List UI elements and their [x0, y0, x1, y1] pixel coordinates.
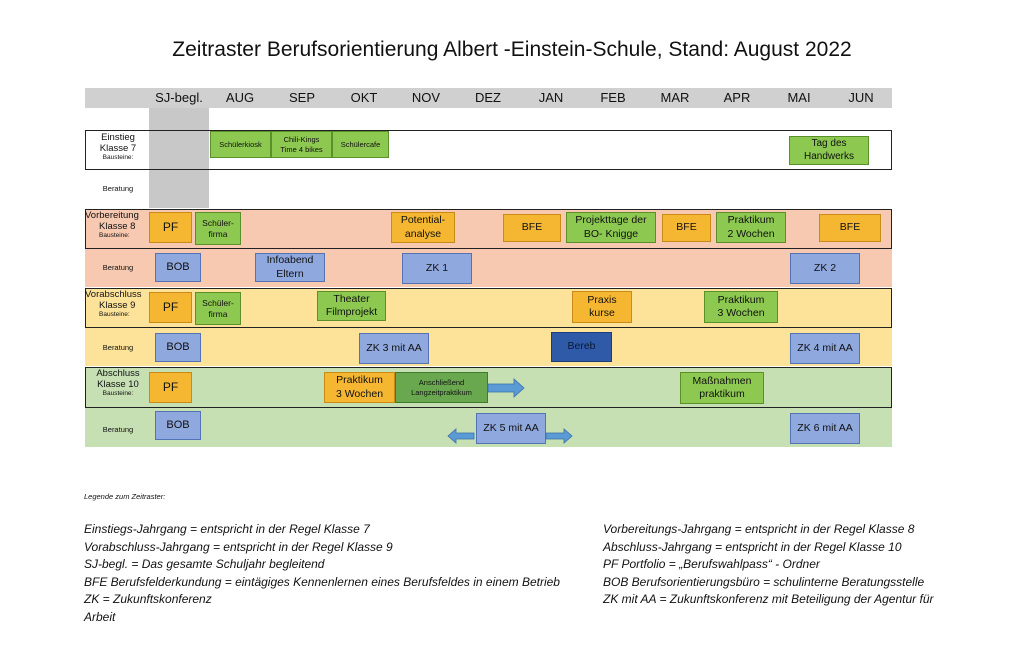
box-label: Schülerkiosk: [219, 139, 262, 149]
arrow-left-icon: [448, 429, 476, 443]
row-label-class: Klasse 9: [99, 299, 136, 311]
legend-item: Einstiegs-Jahrgang = entspricht in der Regel Klasse 7: [84, 522, 370, 536]
month-label: JAN: [538, 90, 564, 105]
legend-item: PF Portfolio = „Berufswahlpass“ - Ordner: [603, 557, 820, 571]
praktikum-2-wochen-box: [716, 212, 786, 243]
legend-item: SJ-begl. = Das gesamte Schuljahr begleitend: [84, 557, 325, 571]
box-label: Anschließend: [418, 378, 465, 388]
legend-right: [603, 521, 934, 609]
sj-cell-einstieg: [149, 131, 209, 169]
box-label: firma: [208, 228, 228, 239]
row-label-class: Klasse 10: [97, 378, 139, 390]
row-label-bausteine: Bausteine:: [102, 154, 134, 162]
legend-item: ZK mit AA = Zukunftskonferenz mit Beteiligung der Agentur für: [603, 592, 934, 606]
schuelerfirma-box-klasse9: [195, 292, 241, 325]
box-label: Schüler-: [202, 217, 234, 228]
praxiskurse-box: [572, 291, 632, 323]
row-label-einstieg: [86, 133, 150, 162]
box-label: ZK 4 mit AA: [797, 341, 853, 354]
zk2-box: [790, 253, 860, 284]
projekttage-box: [566, 212, 656, 243]
row-label-title: Vorabschluss: [85, 289, 142, 300]
legend-item: Arbeit: [84, 609, 116, 624]
zk4-box: [790, 333, 860, 364]
box-label: BOB: [166, 260, 190, 273]
bob-box-klasse9: [155, 333, 201, 362]
box-label: Infoabend: [266, 254, 314, 267]
box-label: Bereb: [567, 340, 596, 353]
bfe-box-3: [819, 214, 881, 242]
box-label: ZK 6 mit AA: [797, 421, 853, 434]
box-label: ZK 1: [425, 261, 449, 274]
box-label: 2 Wochen: [727, 227, 775, 240]
bfe-box-1: [503, 214, 561, 242]
box-label: praktikum: [699, 388, 745, 400]
zk1-box: [402, 253, 472, 284]
praktikum-3-wochen-box-klasse9: [704, 291, 778, 323]
pf-box-klasse10: [149, 372, 192, 403]
bob-box-klasse8: [155, 253, 201, 282]
schuelerkiosk-box: [210, 131, 271, 158]
bereb-box: [551, 332, 612, 362]
arrow-right-icon: [546, 429, 574, 443]
box-label: Tag des: [811, 138, 847, 149]
legend-item: Abschluss-Jahrgang = entspricht in der Regel Klasse 10: [603, 539, 902, 554]
arrow-right-icon: [488, 379, 526, 397]
chili-kings-box: [271, 131, 332, 158]
box-label: Theater: [333, 292, 370, 305]
row-label-bausteine: Bausteine:: [99, 311, 130, 319]
box-label: 3 Wochen: [717, 307, 765, 319]
bfe-box-2: [662, 214, 711, 242]
row-label-abschluss: [86, 369, 150, 398]
box-label: PF: [162, 220, 179, 234]
legend-item: Vorabschluss-Jahrgang = entspricht in der Regel Klasse 9: [84, 539, 393, 554]
row-label-bausteine: Bausteine:: [99, 232, 130, 240]
box-label: BO- Knigge: [583, 227, 639, 240]
box-label: Eltern: [276, 267, 304, 280]
row-label-title: Einstieg: [101, 132, 135, 143]
zk5-box: [476, 413, 546, 444]
langzeitpraktikum-box: [395, 372, 488, 403]
pf-box-klasse8: [149, 212, 192, 243]
row-label-bausteine: Bausteine:: [102, 390, 134, 398]
schuelercafe-box: [332, 131, 389, 158]
box-label: Praktikum: [336, 374, 383, 387]
box-label: Filmprojekt: [325, 306, 378, 318]
row-vorabschluss-beratung: [85, 328, 892, 366]
massnahmen-praktikum-box: [680, 372, 764, 404]
box-label: Praktikum: [727, 214, 775, 227]
row-label-beratung-vorbereitung: Beratung: [102, 263, 134, 272]
box-label: firma: [208, 308, 228, 319]
month-label: AUG: [225, 90, 255, 105]
page-title: Zeitraster Berufsorientierung Albert -Einstein-Schule, Stand: August 2022: [172, 38, 852, 61]
box-label: Projekttage der: [575, 214, 647, 227]
bob-box-klasse10: [155, 411, 201, 440]
schuelerfirma-box-klasse8: [195, 212, 241, 245]
legend-heading: Legende zum Zeitraster:: [84, 492, 166, 501]
box-label: Time 4 bikes: [280, 144, 323, 154]
pf-box-klasse9: [149, 292, 192, 323]
row-vorbereitung-beratung: [85, 249, 892, 287]
box-label: kurse: [589, 307, 615, 319]
month-label: MAR: [660, 90, 690, 105]
month-label: FEB: [600, 90, 626, 105]
row-label-vorbereitung: [85, 211, 151, 240]
box-label: ZK 3 mit AA: [366, 341, 422, 354]
zk6-box: [790, 413, 860, 444]
box-label: Schülercafe: [340, 139, 381, 149]
month-label: NOV: [411, 90, 441, 105]
legend-item: BFE Berufsfelderkundung = eintägiges Kennenlernen eines Berufsfeldes in einem Betrieb: [84, 574, 560, 589]
box-label: Schüler-: [202, 297, 234, 308]
infoabend-eltern-box: [255, 253, 325, 282]
box-label: Handwerks: [803, 150, 855, 162]
box-label: Langzeitpraktikum: [411, 387, 472, 397]
theater-filmprojekt-box: [317, 291, 386, 321]
row-label-beratung-abschluss: Beratung: [102, 425, 134, 434]
row-label-class: Klasse 7: [99, 142, 137, 154]
month-label: JUN: [848, 90, 874, 105]
box-label: ZK 5 mit AA: [483, 421, 539, 434]
box-label: PF: [162, 300, 179, 314]
box-label: BFE: [676, 221, 697, 234]
legend-item: Vorbereitungs-Jahrgang = entspricht in der Regel Klasse 8: [603, 522, 915, 536]
row-label-title: Vorbereitung: [85, 210, 139, 221]
box-label: Potential-: [400, 214, 446, 227]
row-label-vorabschluss: [85, 290, 151, 319]
box-label: ZK 2: [813, 261, 837, 274]
month-label: SJ-begl.: [155, 90, 203, 105]
row-label-beratung-einstieg: Beratung: [102, 184, 134, 193]
tag-des-handwerks-box: [789, 136, 869, 165]
box-label: BFE: [839, 221, 861, 234]
month-label: APR: [723, 90, 751, 105]
box-label: Praxis: [587, 293, 617, 306]
row-label-beratung-vorabschluss: Beratung: [102, 343, 134, 352]
box-label: PF: [162, 380, 179, 394]
zk3-box: [359, 333, 429, 364]
box-label: Chili-Kings: [283, 135, 320, 145]
box-label: analyse: [404, 227, 442, 240]
box-label: BOB: [166, 418, 190, 431]
row-label-class: Klasse 8: [99, 220, 136, 232]
box-label: Maßnahmen: [692, 374, 752, 387]
legend-item: BOB Berufsorientierungsbüro = schulinterne Beratungsstelle: [603, 574, 925, 589]
row-label-title: Abschluss: [96, 368, 140, 379]
box-label: Praktikum: [717, 293, 765, 306]
box-label: BFE: [521, 221, 543, 234]
month-label: SEP: [288, 90, 315, 105]
box-label: BOB: [166, 340, 190, 353]
legend-item: ZK = Zukunftskonferenz: [84, 592, 212, 606]
box-label: 3 Wochen: [335, 387, 384, 400]
month-label: DEZ: [475, 90, 501, 105]
month-label: MAI: [787, 90, 811, 105]
potentialanalyse-box: [391, 212, 455, 243]
legend-left: [84, 521, 560, 626]
month-label: OKT: [350, 90, 378, 105]
praktikum-3-wochen-box-klasse10: [324, 372, 395, 403]
